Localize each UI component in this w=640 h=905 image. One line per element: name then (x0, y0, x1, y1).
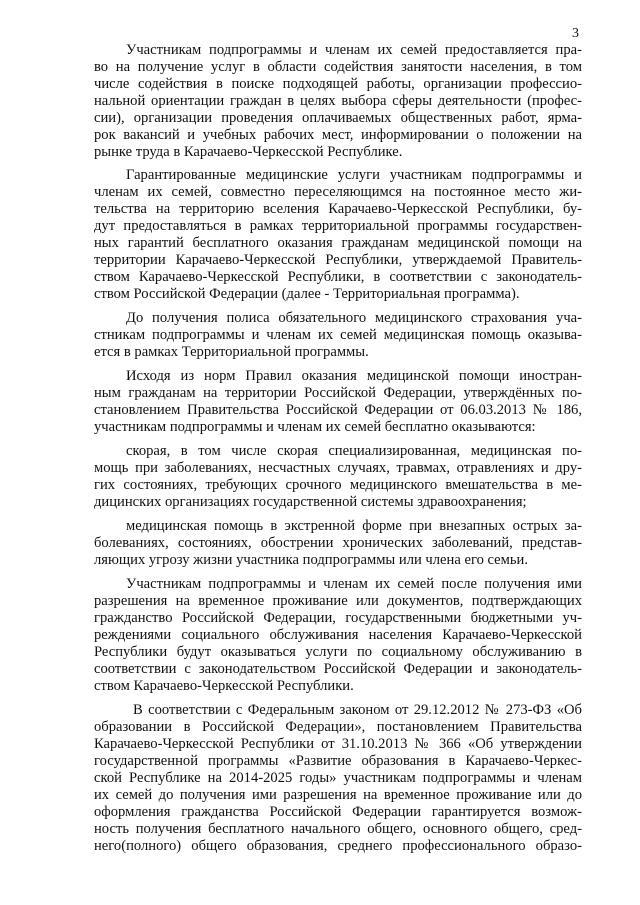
text-line: Участникам подпрограммы и членам их семей после получения ими (126, 576, 582, 592)
text-line: ным гражданам на территории Российской Федерации, утверждённых по- (94, 385, 582, 401)
text-line: государственной программы «Развитие образования в Карачаево-Черкес- (94, 753, 582, 769)
text-line: ность получения бесплатного начального общего, основного общего, сред- (94, 821, 582, 837)
text-line: медицинская помощь в экстренной форме при внезапных острых за- (126, 518, 582, 534)
text-line: ляющих угрозу жизни участника подпрограммы или члена его семьи. (94, 552, 528, 568)
text-line: дут предоставляться в рамках территориальной программы государствен- (94, 218, 582, 234)
text-line: оформления гражданства Российской Федерации гарантируется возмож- (94, 804, 582, 820)
text-line: Республики будут оказываться услуги по социальному обслуживанию в (94, 644, 582, 660)
text-line: участникам подпрограммы и членам их семей бесплатно оказываются: (94, 419, 536, 435)
text-line: числе содействия в поиске подходящей работы, организации профессио- (94, 76, 582, 92)
text-line: гих состояниях, требующих срочного медицинского вмешательства в ме- (94, 477, 582, 493)
text-line: мощь при заболеваниях, несчастных случаях, травмах, отравлениях и дру- (94, 460, 582, 476)
text-line: тельства на территорию вселения Карачаево-Черкесской Республики, бу- (94, 201, 582, 217)
text-line: До получения полиса обязательного медицинского страхования уча- (126, 310, 582, 326)
text-line: их семей до получения ими разрешения на временное проживание или до (94, 787, 582, 803)
page-number: 3 (572, 26, 579, 41)
text-line: разрешения на временное проживание или документов, подтверждающих (94, 593, 582, 609)
text-line: стникам подпрограммы и членам их семей медицинская помощь оказыва- (94, 327, 582, 343)
text-line: дицинских организациях государственной системы здравоохранения; (94, 494, 527, 510)
text-line: территории Карачаево-Черкесской Республики, утверждаемой Правитель- (94, 252, 582, 268)
text-line: реждениями социального обслуживания населения Карачаево-Черкесской (94, 627, 582, 643)
text-line: Участникам подпрограммы и членам их семей предоставляется пра- (126, 42, 582, 58)
text-line: образовании в Российской Федерации», постановлением Правительства (94, 719, 582, 735)
text-line: во на получение услуг в области содействия занятости населения, в том (94, 59, 582, 75)
text-line: соответствии с законодательством Российской Федерации и законодатель- (94, 661, 582, 677)
text-line: ется в рамках Территориальной программы. (94, 344, 369, 360)
text-line: ных гарантий бесплатного оказания гражданам медицинской помощи на (94, 235, 582, 251)
text-line: сии), организации проведения оплачиваемых общественных работ, ярма- (94, 110, 582, 126)
text-line: ской Республике на 2014-2025 годы» участникам подпрограммы и членам (94, 770, 582, 786)
text-line: В соответствии с Федеральным законом от 29.12.2012 № 273-ФЗ «Об (133, 702, 582, 718)
text-line: ством Карачаево-Черкесской Республики, в соответствии с законодатель- (94, 269, 582, 285)
text-line: рок вакансий и учебных рабочих мест, информировании о положении на (94, 127, 582, 143)
text-line: Гарантированные медицинские услуги участникам подпрограммы и (126, 167, 582, 183)
text-line: нальной ориентации граждан в целях выбора сферы деятельности (профес- (94, 93, 582, 109)
text-line: ством Карачаево-Черкесской Республики. (94, 678, 354, 694)
text-line: Исходя из норм Правил оказания медицинской помощи иностран- (126, 368, 582, 384)
text-line: Карачаево-Черкесской Республики от 31.10.2013 № 366 «Об утверждении (94, 736, 582, 752)
text-line: становлением Правительства Российской Федерации от 06.03.2013 № 186, (94, 402, 582, 418)
text-line: гражданство Российской Федерации, государственными бюджетными уч- (94, 610, 582, 626)
text-line: членам их семей, совместно переселяющимся на постоянное место жи- (94, 184, 582, 200)
text-line: скорая, в том числе скорая специализированная, медицинская по- (126, 443, 582, 459)
text-line: ством Российской Федерации (далее - Территориальная программа). (94, 286, 520, 302)
text-line: болеваниях, состояниях, обострении хронических заболеваний, представ- (94, 535, 582, 551)
text-line: рынке труда в Карачаево-Черкесской Республике. (94, 144, 403, 160)
text-line: него(полного) общего образования, среднего профессионального образо- (94, 838, 582, 854)
